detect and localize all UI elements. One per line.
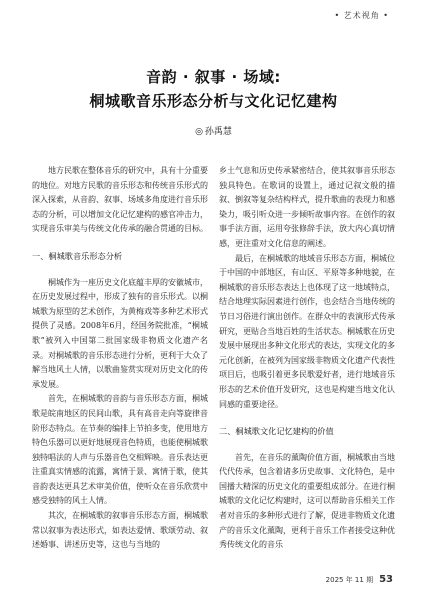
column-tag: • 艺术视角 • xyxy=(334,11,389,20)
paragraph: 首先，在桐城歌的音韵与音乐形态方面，桐城歌是皖南地区的民间山歌，具有高音走向等旋律音阶形态特点。在节奏的编排上节拍多变，使用地方特色乐器可以更好地展现音色特质，也能使桐城歌独特唱法的人声与乐器音色交相辉映。音乐表达更注重真实情感的流露，寓情于景、寓情于歌，使其音韵表达更具艺术审美价值，使听众在音乐欣赏中感受独特的风土人情。 xyxy=(32,394,208,506)
page-footer xyxy=(326,567,393,586)
paragraph: 桐城作为一座历史文化底蕴丰厚的安徽城市，在历史发展过程中，形成了独有的音乐形式。以桐城歌为原型的艺术创作，为黄梅戏等多种艺术形式提供了灵感。2008年6月，经国务院批准，“桐城歌”被列入中国第二批国家级非物质文化遗产名录。对桐城歌的音乐形态进行分析，更利于大众了解当地风土人情，以歌曲鉴赏实现对历史文化的传承发展。 xyxy=(32,277,208,389)
issue-date: 2025 年 11 期 xyxy=(325,576,374,584)
paragraph: 乡土气息和历史传承紧密结合，使其叙事音乐形态独具特色。在歌词的设置上，通过记叙文般的描叙、倒叙等复杂结构样式，提升歌曲的表现力和感染力，吸引听众进一步倾听故事内容。在创作的叙事手法方面，运用夸张修辞手法，放大内心真切情感，更注重对文化信息的阐述。 xyxy=(219,166,395,248)
author-line xyxy=(0,124,427,137)
paragraph: 最后，在桐城歌的地域音乐形态方面，桐城位于中国的中部地区，有山区、平原等多种地貌，在桐城歌的音乐形态表达上也体现了这一地域特点，结合地理实际因素进行创作，也会结合当地传统的节日习俗进行演出创作。在群众中的表演形式传承研究，更贴合当地百姓的生活状态。桐城歌在历史发展中展现出多种文化形式的表达，实现文化的多元化创新，在被列为国家级非物质文化遗产代表性项目后，也吸引着更多民歌爱好者，进行地域音乐形态的艺术价值开发研究，这也是构建当地文化认同感的重要途径。 xyxy=(219,253,395,409)
page-number: 53 xyxy=(379,574,393,585)
paragraph: 其次，在桐城歌的叙事音乐形态方面，桐城歌常以叙事为表达形式，如表达爱情、歌颂劳动、叙述婚事、讲述历史等，这也与当地的 xyxy=(32,511,208,550)
intro-paragraph: 地方民歌在整体音乐的研究中，具有十分重要的地位。对地方民歌的音乐形态和传统音乐形式的深入探索，从音韵、叙事、场域多角度进行音乐形态的分析，可以增加文化记忆建构的感官冲击力，实现音乐审美与传统文化传承的融合贯通的目标。 xyxy=(32,166,208,234)
author-marker-icon: ◎ xyxy=(195,127,203,137)
paragraph: 首先，在音乐的薰陶价值方面，桐城歌由当地代代传承，包含着诸多历史故事、文化特色，是中国播大精深的历史文化的重要组成部分。在进行桐城歌的文化记忆构建时，这可以帮助音乐相关工作者对音乐的多种形式进行了解，促进非物质文化遗产的音乐文化薰陶，更利于音乐工作者接受这种优秀传统文化的音乐 xyxy=(219,452,395,550)
section-heading-1: 一、桐城歌音乐形态分析 xyxy=(32,250,123,261)
right-column xyxy=(219,164,395,553)
article-title-line-1: 音韵 · 叙事 · 场域: xyxy=(146,68,281,86)
author-name: 孙禹慧 xyxy=(204,127,232,137)
left-column xyxy=(32,164,208,553)
section-heading-2: 二、桐城歌文化记忆建构的价值 xyxy=(219,426,334,437)
article-title-line-2: 桐城歌音乐形态分析与文化记忆建构 xyxy=(89,92,338,110)
